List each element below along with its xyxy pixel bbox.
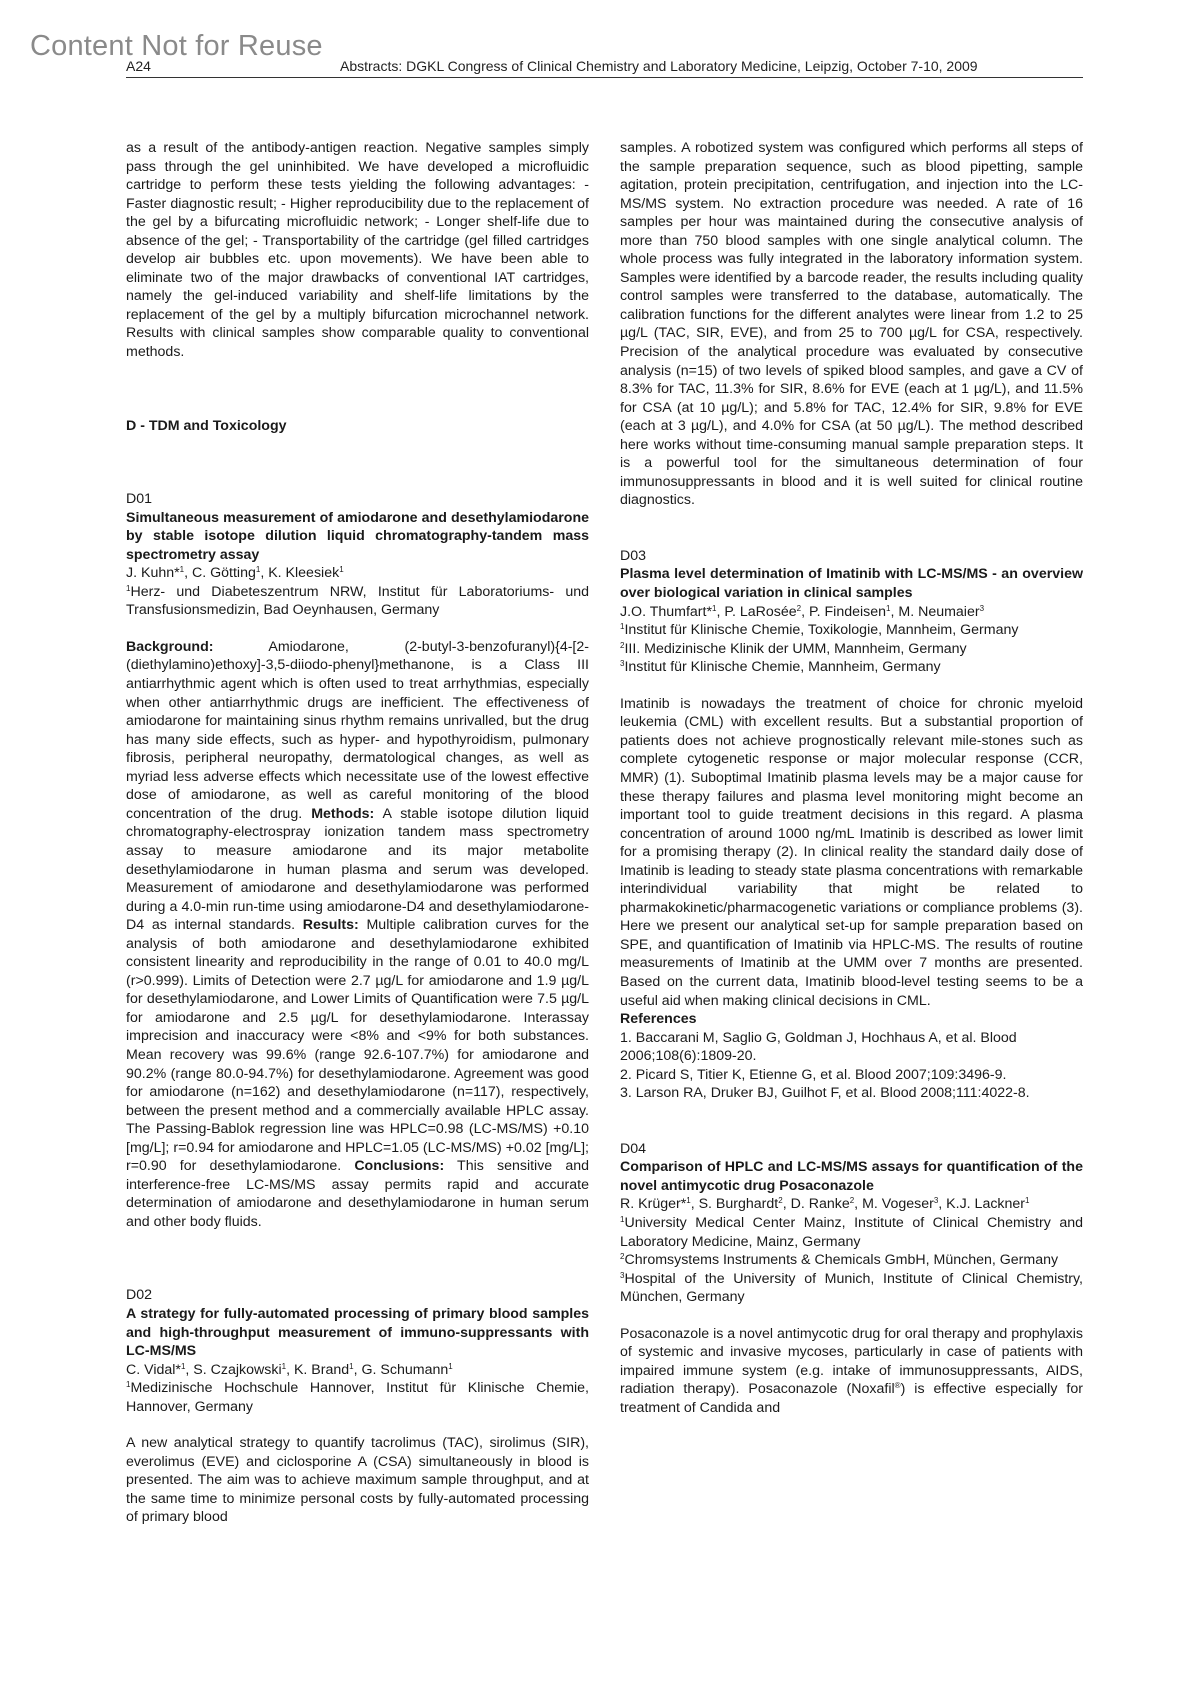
references-list	[620, 1029, 1083, 1103]
background-text: Amiodarone, (2-butyl-3-benzofuranyl){4-[2-(diethylamino)ethoxy]-3,5-diiodo-phenyl}methanone, is a Class III antiarrhythmic agent which is often used to treat arrhythmias, especially when other antiarrhythmic drugs are inefficient. The effectiveness of amiodarone for maintaining sinus rhythm remains unrivalled, but the drug has many side effects, such as hyper- and hypothyroidism, pulmonary fibrosis, peripheral neuropathy, dermatological changes, as well as myriad less adverse effects which necessitate use of the lowest effective dose of amiodarone, as well as careful monitoring of the blood concentration of the drug.	[126, 638, 589, 822]
header-rule	[126, 77, 1083, 78]
author-affiliation-mark: 1	[686, 1196, 691, 1206]
affiliation-text: Institut für Klinische Chemie, Toxikologie, Mannheim, Germany	[624, 622, 1019, 639]
affiliation-mark: 3	[620, 659, 625, 669]
body-d04-b: ) is effective especially for treatment of Candida and	[620, 1381, 1083, 1416]
affiliation-text: Institut für Klinische Chemie, Mannheim, Germany	[624, 659, 941, 676]
affiliations-d03	[620, 621, 1083, 677]
authors-d02: C. Vidal*$^1$, S. Czajkowski$^1$, K. Brand$^1$, G. Schumann$^1$	[126, 1361, 453, 1378]
author-affiliation-mark: 1	[179, 565, 185, 575]
abstract-body-d02: A new analytical strategy to quantify tacrolimus (TAC), sirolimus (SIR), everolimus (EVE) and ciclosporine A (CSA) simultaneously in blood is presented. The aim was to achieve maximum sample throughput, and at the same time to minimize personal costs by fully-automated processing of primary blood	[126, 1435, 589, 1526]
author-name: K.J. Lackner	[946, 1196, 1026, 1213]
affiliation	[620, 1251, 1083, 1270]
affiliation-text: Medizinische Hochschule Hannover, Institut für Klinische Chemie, Hannover, Germany	[126, 1380, 589, 1415]
background-label: Background:	[126, 638, 214, 655]
author-name: M. Vogeser	[862, 1196, 934, 1213]
author-name: K. Brand	[293, 1361, 350, 1378]
author-name: C. Vidal*	[126, 1361, 181, 1378]
affiliation	[620, 1214, 1083, 1251]
author-name: P. LaRosée	[724, 603, 797, 620]
affiliations-d02	[126, 1379, 589, 1416]
affiliation-mark: 3	[620, 1270, 625, 1280]
abstract-title-d03: Plasma level determination of Imatinib with LC-MS/MS - an overview over biological variation in clinical samples	[620, 566, 1083, 602]
author-affiliation-mark: 2	[796, 603, 802, 613]
affiliation-text: Hospital of the University of Munich, Institute of Clinical Chemistry, München, Germany	[620, 1270, 1083, 1306]
section-heading: D - TDM and Toxicology	[126, 417, 287, 434]
affiliation-text: University Medical Center Mainz, Institute of Clinical Chemistry and Laboratory Medicine, Mainz, Germany	[620, 1214, 1083, 1250]
affiliation	[620, 621, 1083, 640]
affiliation-mark: 1	[126, 1380, 131, 1390]
trademark-mark: ®	[894, 1381, 901, 1391]
author-affiliation-mark: 2	[778, 1196, 783, 1206]
right-column	[620, 139, 1083, 1417]
abstract-body-d03: Imatinib is nowadays the treatment of choice for chronic myeloid leukemia (CML) with excellent results. But a substantial proportion of patients does not achieve prognostically relevant mile-stones such as complete cytogenetic response or major molecular response (CCR, MMR) (1). Suboptimal Imatinib plasma levels may be a major cause for these therapy failures and plasma level monitoring might become an important tool to guide treatment decisions in this regard. A plasma concentration of around 1000 ng/mL Imatinib is described as lower limit for a promising therapy (2). In clinical reality the standard daily dose of Imatinib is leading to steady state plasma concentrations with remarkable interindividual variability that might be related to pharmakokinetic/pharmacogenetic variations or compliance problems (3). Here we present our analytical set-up for sample preparation based on SPE, and quantification of Imatinib via HPLC-MS. The results of routine measurements of Imatinib at the UMM over 7 months are presented. Based on the current data, Imatinib blood-level testing seems to be a useful aid when making clinical decisions in CML.	[620, 695, 1083, 1009]
author-affiliation-mark: 2	[849, 1196, 855, 1206]
author-name: K. Kleesiek	[268, 565, 340, 582]
methods-label: Methods:	[311, 805, 375, 822]
affiliation	[620, 658, 1083, 677]
reference-item: 1. Baccarani M, Saglio G, Goldman J, Hochhaus A, et al. Blood 2006;108(6):1809-20.	[620, 1029, 1017, 1065]
body-d04-a: Posaconazole is a novel antimycotic drug for oral therapy and prophylaxis of systemic and invasive mycoses, particularly in case of patients with impaired immune system (e.g. intake of immunosuppressants, AIDS, radiation therapy). Posaconazole (Noxafil	[620, 1325, 1083, 1398]
author-name: J. Kuhn*	[126, 565, 180, 582]
page-number: A24	[126, 58, 151, 74]
abstract-body-d02-continued: samples. A robotized system was configured which performs all steps of the sample preparation sequence, such as blood pipetting, sample agitation, protein precipitation, centrifugation, and injection into the LC-MS/MS system. No extraction procedure was needed. A rate of 16 samples per hour was maintained during the consecutive analysis of more than 750 blood samples with one single analytical column. The whole process was fully integrated in the laboratory information system. Samples were identified by a barcode reader, the results including quality control samples were transferred to the database, automatically. The calibration functions for the different analytes were linear from 1.2 to 25 µg/L (TAC, SIR, EVE), and from 25 to 700 µg/L for CSA, respectively. Precision of the analytical procedure was evaluated by consecutive analysis (n=15) of two levels of spiked blood samples, and gave a CV of 8.3% for TAC, 11.3% for SIR, 8.6% for EVE (each at 1 µg/L), and 11.5% for CSA (at 10 µg/L); and 5.8% for TAC, 12.4% for SIR, 9.8% for EVE (each at 3 µg/L), and 4.0% for CSA (at 50 µg/L). The method described here works without time-consuming manual sample preparation steps. It is a powerful tool for the simultaneous determination of four immunosuppressants in blood and it is well suited for clinical routine diagnostics.	[620, 140, 1083, 509]
affiliation-text: Chromsystems Instruments & Chemicals GmbH, München, Germany	[624, 1252, 1059, 1269]
affiliations-d04	[620, 1214, 1083, 1307]
conclusions-label: Conclusions:	[354, 1158, 445, 1175]
author-affiliation-mark: 1	[255, 565, 261, 575]
author-affiliation-mark: 1	[281, 1361, 287, 1371]
author-name: C. Götting	[191, 565, 256, 582]
author-name: D. Ranke	[790, 1196, 850, 1213]
conclusions-text: This sensitive and interference-free LC-MS/MS assay permits rapid and accurate determination of amiodarone and desethylamiodarone in human serum and other body fluids.	[126, 1158, 589, 1230]
affiliation-mark: 1	[126, 583, 131, 593]
running-title: Abstracts: DGKL Congress of Clinical Chemistry and Laboratory Medicine, Leipzig, October 7-10, 2009	[340, 58, 978, 74]
affiliations-d01	[126, 583, 589, 620]
author-name: P. Findeisen	[808, 603, 887, 620]
affiliation-mark: 1	[620, 622, 625, 632]
affiliation-mark: 1	[620, 1214, 625, 1224]
methods-text: A stable isotope dilution liquid chromatography-electrospray ionization tandem mass spectrometry assay to measure amiodarone and its major metabolite desethylamiodarone in human plasma and serum was developed. Measurement of amiodarone and desethylamiodarone was performed during a 4.0-min run-time using amiodarone-D4 and desethylamiodarone-D4 as internal standards.	[126, 805, 589, 934]
abstract-title-d04: Comparison of HPLC and LC-MS/MS assays for quantification of the novel antimycotic drug Posaconazole	[620, 1159, 1083, 1194]
reference-item: 3. Larson RA, Druker BJ, Guilhot F, et al. Blood 2008;111:4022-8.	[620, 1085, 1030, 1102]
authors-d03: J.O. Thumfart*$^1$, P. LaRosée$^2$, P. Findeisen$^1$, M. Neumaier$^3$	[620, 603, 985, 620]
author-affiliation-mark: 1	[339, 565, 344, 575]
authors-d01: J. Kuhn*$^1$, C. Götting$^1$, K. Kleesiek$^1$	[126, 565, 344, 582]
abstract-title-d02: A strategy for fully-automated processing of primary blood samples and high-throughput measurement of immuno-suppressants with LC-MS/MS	[126, 1305, 589, 1360]
abstract-body-d04	[620, 1325, 1083, 1418]
results-label: Results:	[302, 917, 359, 934]
author-affiliation-mark: 1	[1025, 1196, 1030, 1206]
affiliation-text: Herz- und Diabeteszentrum NRW, Institut für Laboratoriums- und Transfusionsmedizin, Bad Oeynhausen, Germany	[126, 583, 589, 619]
author-name: R. Krüger*	[620, 1196, 687, 1213]
abstract-body-d01	[126, 638, 589, 1232]
abstract-title-d01: Simultaneous measurement of amiodarone and desethylamiodarone by stable isotope dilution liquid chromatography-tandem mass spectrometry assay	[126, 509, 589, 563]
affiliation	[620, 640, 1083, 659]
affiliation	[620, 1270, 1083, 1307]
results-text: Multiple calibration curves for the analysis of both amiodarone and desethylamiodarone exhibited consistent linearity and reproducibility in the range of 0.01 to 40.0 mg/L (r>0.999). Limits of Detection were 2.7 µg/L for amiodarone and 1.9 µg/L for desethylamiodarone, and Lower Limits of Quantification were 7.5 µg/L for amiodarone and 2.5 µg/L for desethylamiodarone. Interassay imprecision and inaccuracy were <8% and <9% for both substances. Mean recovery was 99.6% (range 92.6-107.7%) for amiodarone and 90.2% (range 80.0-94.7%) for desethylamiodarone. Agreement was good for amiodarone (n=162) and desethylamiodarone (n=117), respectively, between the present method and a commercially available HPLC assay. The Passing-Bablok regression line was HPLC=0.98 (LC-MS/MS) +0.10 [mg/L]; r=0.94 for amiodarone and HPLC=1.05 (LC-MS/MS) +0.02 [mg/L]; r=0.90 for desethylamiodarone.	[126, 917, 589, 1175]
affiliation-mark: 2	[620, 1252, 625, 1262]
author-affiliation-mark: 3	[979, 603, 985, 613]
abstract-id-d03: D03	[620, 547, 647, 564]
affiliation-mark: 2	[620, 640, 625, 650]
author-name: M. Neumaier	[898, 603, 980, 620]
author-name: G. Schumann	[361, 1361, 449, 1378]
left-column	[126, 139, 589, 1527]
references-heading: References	[620, 1011, 697, 1028]
abstract-id-d01: D01	[126, 491, 153, 508]
affiliation	[126, 583, 589, 620]
affiliation	[126, 1379, 589, 1416]
author-name: S. Burghardt	[698, 1196, 779, 1213]
author-name: J.O. Thumfart*	[620, 603, 712, 620]
author-name: S. Czajkowski	[193, 1361, 282, 1378]
abstract-id-d02: D02	[126, 1287, 153, 1304]
authors-d04: R. Krüger*$^1$, S. Burghardt$^2$, D. Ranke$^2$, M. Vogeser$^3$, K.J. Lackner$^1$	[620, 1196, 1030, 1213]
author-affiliation-mark: 1	[349, 1361, 354, 1371]
author-affiliation-mark: 3	[933, 1196, 939, 1206]
author-affiliation-mark: 1	[711, 603, 717, 613]
intro-paragraph: as a result of the antibody-antigen reaction. Negative samples simply pass through the gel uninhibited. We have developed a microfluidic cartridge to perform these tests yielding the following advantages: - Faster diagnostic result; - Higher reproducibility due to the replacement of the gel by a bifurcating microfluidic network; - Longer shelf-life due to absence of the gel; - Transportability of the cartridge (gel filled cartridges develop air bubbles etc. upon movements). We have been able to eliminate two of the major drawbacks of conventional IAT cartridges, namely the gel-induced variability and shelf-life limitations by the replacement of the gel by a multiply bifurcation microchannel network. Results with clinical samples show comparable quality to conventional methods.	[126, 140, 589, 361]
reference-item: 2. Picard S, Titier K, Etienne G, et al. Blood 2007;109:3496-9.	[620, 1066, 1007, 1083]
watermark: Content Not for Reuse	[30, 30, 323, 62]
author-affiliation-mark: 1	[886, 603, 891, 613]
affiliation-text: III. Medizinische Klinik der UMM, Mannheim, Germany	[624, 640, 967, 657]
author-affiliation-mark: 1	[448, 1361, 453, 1371]
abstract-id-d04: D04	[620, 1140, 647, 1157]
author-affiliation-mark: 1	[180, 1361, 186, 1371]
